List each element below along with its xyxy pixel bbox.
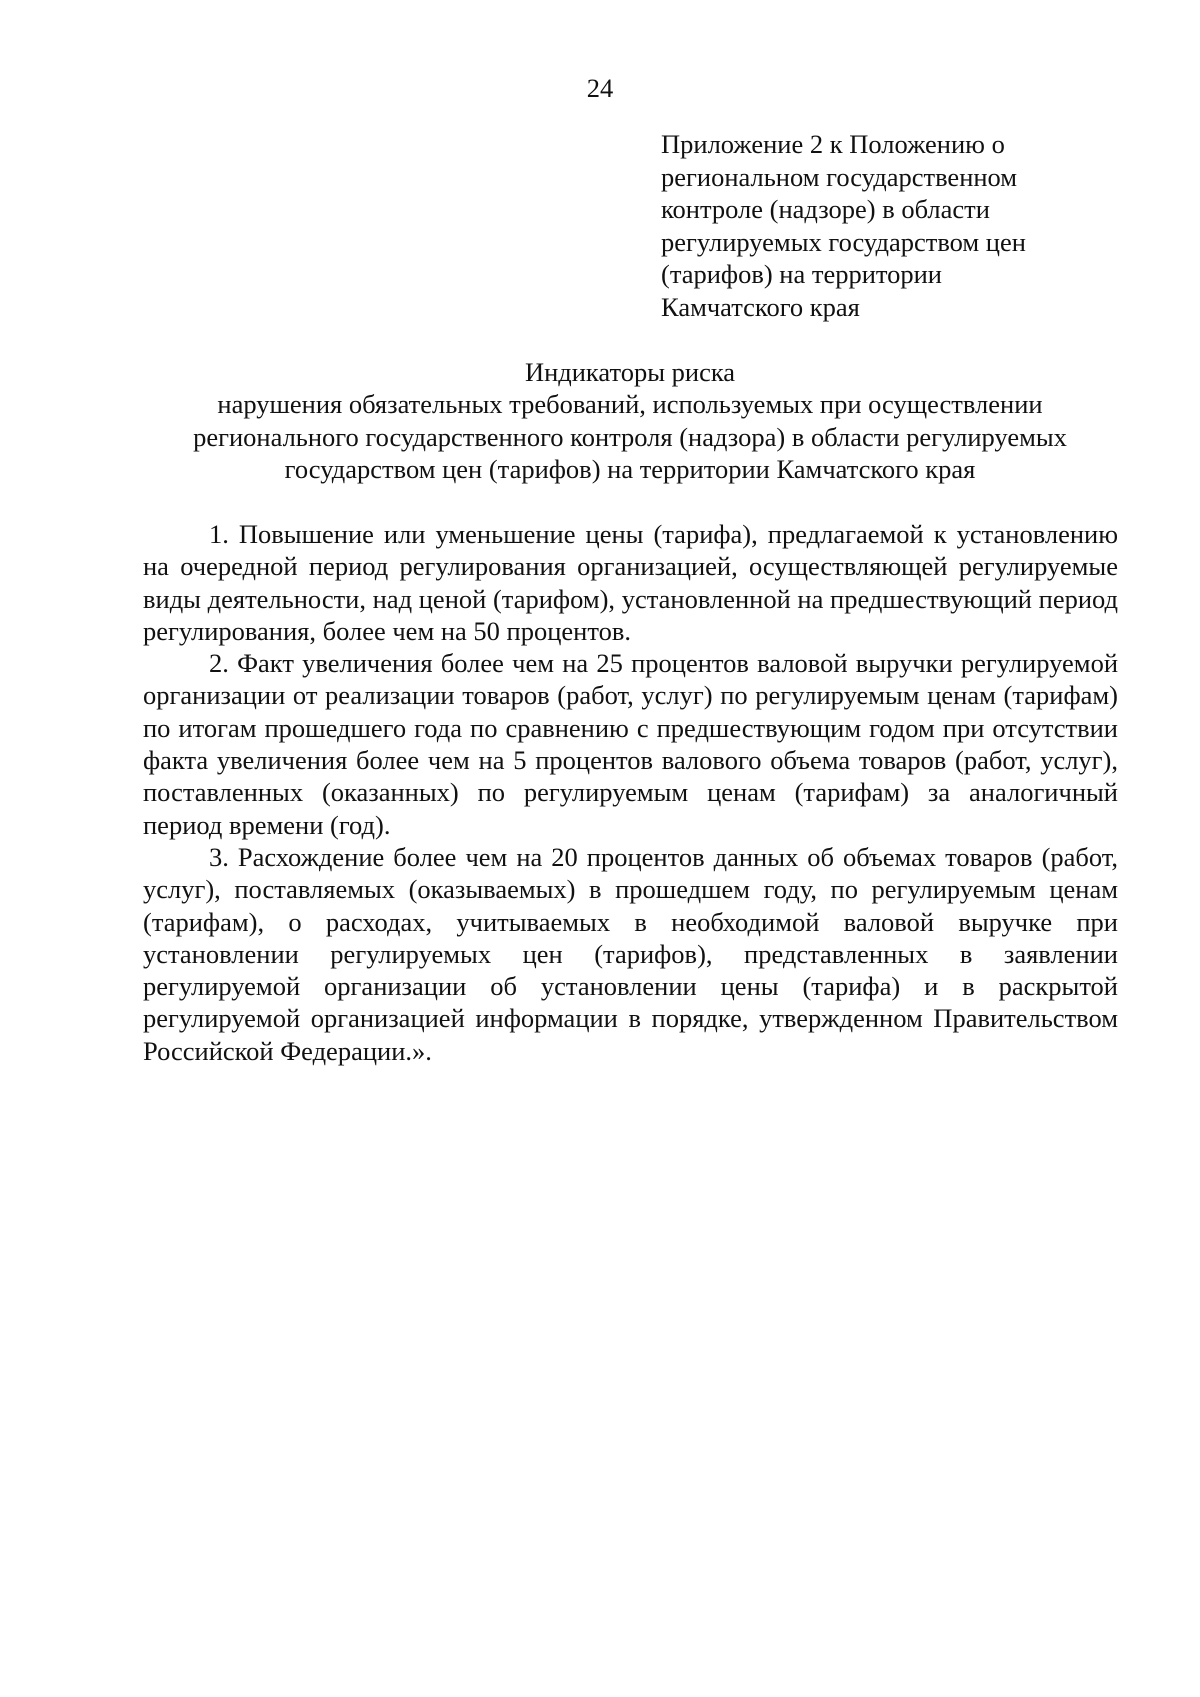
title-subheading-line: государством цен (тарифов) на территории Камчатского края xyxy=(284,453,976,484)
appendix-note-line: (тарифов) на территории xyxy=(661,259,942,289)
paragraph-3: 3. Расхождение более чем на 20 процентов данных об объемах товаров (работ, услуг), поставляемых (оказываемых) в прошедшем году, по регулируемым ценам (тарифам), о расходах, учитываемых в необходимой валовой выручке при установлении регулируемых цен (тарифов), представленных в заявлении регулируемой организации об установлении цены (тарифа) и в раскрытой регулируемой организацией информации в порядке, утвержденном Правительством Российской Федерации.». xyxy=(143,841,1118,1066)
document-body xyxy=(143,518,1118,1067)
title-subheading-line: регионального государственного контроля (надзора) в области регулируемых xyxy=(193,421,1067,452)
appendix-note-line: региональном государственном xyxy=(661,161,1018,192)
appendix-note-line: Камчатского края xyxy=(661,291,860,322)
appendix-note-line: контроле (надзоре) в области xyxy=(661,194,990,224)
paragraph-1: 1. Повышение или уменьшение цены (тарифа), предлагаемой к установлению на очередной период регулирования организацией, осуществляющей регулируемые виды деятельности, над ценой (тарифом), установленной на предшествующий период регулирования, более чем на 50 процентов. xyxy=(143,519,1118,646)
title-subheading-line: нарушения обязательных требований, используемых при осуществлении xyxy=(217,389,1043,420)
paragraph-2: 2. Факт увеличения более чем на 25 процентов валовой выручки регулируемой организации от реализации товаров (работ, услуг) по регулируемым ценам (тарифам) по итогам прошедшего года по сравнению с предшествующим годом при отсутствии факта увеличения более чем на 5 процентов валового объема товаров (работ, услуг), поставленных (оказанных) по регулируемым ценам (тарифам) за аналогичный период времени (год). xyxy=(143,648,1118,840)
page-number: 24 xyxy=(586,73,614,103)
appendix-note xyxy=(661,128,1081,323)
appendix-note-line: Приложение 2 к Положению о xyxy=(661,129,1005,159)
appendix-note-line: регулируемых государством цен xyxy=(661,226,1026,257)
title-heading: Индикаторы риска xyxy=(524,357,736,387)
document-title xyxy=(140,356,1120,485)
